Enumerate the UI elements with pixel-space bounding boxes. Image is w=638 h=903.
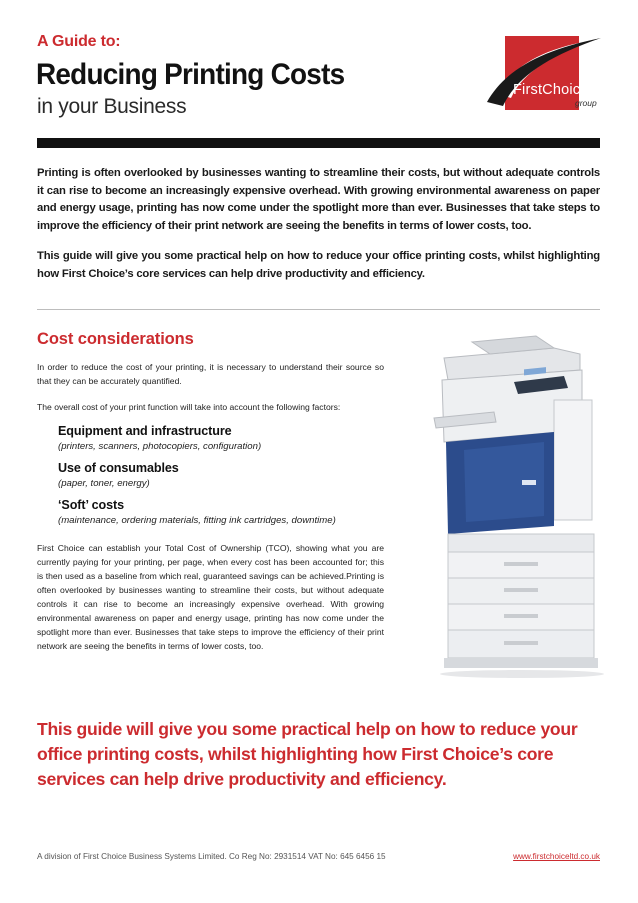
callout-statement: This guide will give you some practical help on how to reduce your office printing costs, whilst highlighting how First Choice’s core services can help drive productivity and efficiency. xyxy=(37,719,578,789)
cost-paragraph-2: The overall cost of your print function will take into account the following factors: xyxy=(37,402,341,412)
logo-tagline: group xyxy=(575,98,597,108)
factor-title: ‘Soft’ costs xyxy=(58,498,124,512)
cost-factor-item xyxy=(58,497,388,527)
cost-factor-list xyxy=(58,423,388,534)
cost-paragraph-1: In order to reduce the cost of your printing, it is necessary to understand their source so that they can be accurately quantified. xyxy=(37,362,384,386)
cost-factor-item xyxy=(58,423,388,453)
factor-detail: (maintenance, ordering materials, fitting ink cartridges, downtime) xyxy=(58,515,336,526)
factor-title: Use of consumables xyxy=(58,461,179,475)
document-subtitle: in your Business xyxy=(37,95,187,118)
intro-paragraph-1: Printing is often overlooked by businesses wanting to streamline their costs, but without adequate controls it can rise to become an increasingly expensive overhead. With growing environmental awareness on paper and energy usage, printing has now come under the spotlight more than ever. Businesses that take steps to improve the efficiency of their print network are seeing the benefits in terms of lower costs, too. xyxy=(37,167,600,232)
header-rule xyxy=(37,138,600,148)
footer-company-info: A division of First Choice Business Systems Limited. Co Reg No: 2931514 VAT No: 645 6456 15 xyxy=(37,852,386,861)
factor-detail: (printers, scanners, photocopiers, configuration) xyxy=(58,441,262,452)
factor-title: Equipment and infrastructure xyxy=(58,424,232,438)
section-divider xyxy=(37,309,600,310)
cost-section-title: Cost considerations xyxy=(37,330,194,348)
guide-kicker: A Guide to: xyxy=(37,33,121,50)
footer-website-link[interactable]: www.firstchoiceltd.co.uk xyxy=(513,852,600,861)
intro-block xyxy=(37,165,600,283)
intro-paragraph-2: This guide will give you some practical help on how to reduce your office printing costs, whilst highlighting how First Choice’s core services can help drive productivity and efficiency. xyxy=(37,250,600,280)
cost-paragraph-3: First Choice can establish your Total Cost of Ownership (TCO), showing what you are currently paying for your printing, per page, when every cost has been accounted for; this is then used as a baseline from which real, guaranteed savings can be achieved.Printing is often overlooked by businesses wanting to streamline their costs, but without adequate controls it can rise to become an increasingly expensive overhead. With growing environmental awareness on paper and energy usage, printing has now come under the spotlight more than ever. Businesses that take steps to improve the efficiency of their print network are seeing the benefits in terms of lower costs, too. xyxy=(37,543,384,651)
logo-name: FirstChoice xyxy=(513,82,589,98)
factor-detail: (paper, toner, energy) xyxy=(58,478,150,489)
document-title: Reducing Printing Costs xyxy=(36,58,345,91)
cost-factor-item xyxy=(58,460,388,490)
multifunction-printer-image xyxy=(404,330,604,690)
